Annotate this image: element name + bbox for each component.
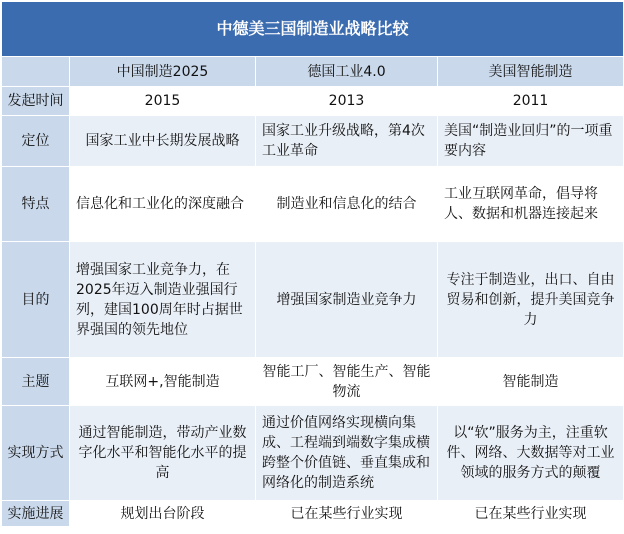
cell-usa-positioning: 美国“制造业回归”的一项重要内容 — [438, 116, 624, 167]
cell-usa-purpose: 专注于制造业，出口、自由贸易和创新，提升美国竞争力 — [438, 242, 624, 358]
cell-usa-progress: 已在某些行业实现 — [438, 501, 624, 527]
row-label-purpose: 目的 — [2, 242, 70, 358]
cell-germany-progress: 已在某些行业实现 — [256, 501, 438, 527]
header-row — [2, 57, 624, 87]
row-label-positioning: 定位 — [2, 116, 70, 167]
cell-germany-start-time: 2013 — [256, 87, 438, 116]
row-label-features: 特点 — [2, 167, 70, 242]
table-row — [2, 358, 624, 406]
row-label-progress: 实施进展 — [2, 501, 70, 527]
table-row — [2, 167, 624, 242]
row-label-start-time: 发起时间 — [2, 87, 70, 116]
header-germany: 德国工业4.0 — [256, 57, 438, 87]
cell-china-positioning: 国家工业中长期发展战略 — [70, 116, 256, 167]
table-row — [2, 87, 624, 116]
cell-china-features: 信息化和工业化的深度融合 — [70, 167, 256, 242]
header-usa: 美国智能制造 — [438, 57, 624, 87]
cell-china-purpose: 增强国家工业竞争力，在2025年迈入制造业强国行列，建国100周年时占据世界强国的领先地位 — [70, 242, 256, 358]
cell-china-implementation: 通过智能制造，带动产业数字化水平和智能化水平的提高 — [70, 406, 256, 501]
cell-china-start-time: 2015 — [70, 87, 256, 116]
comparison-table — [1, 1, 624, 527]
title-row — [2, 2, 624, 57]
cell-germany-theme: 智能工厂、智能生产、智能物流 — [256, 358, 438, 406]
header-china: 中国制造2025 — [70, 57, 256, 87]
table-row — [2, 242, 624, 358]
header-corner-cell — [2, 57, 70, 87]
cell-germany-features: 制造业和信息化的结合 — [256, 167, 438, 242]
row-label-theme: 主题 — [2, 358, 70, 406]
table-row — [2, 406, 624, 501]
cell-china-theme: 互联网+,智能制造 — [70, 358, 256, 406]
cell-usa-implementation: 以“软”服务为主，注重软件、网络、大数据等对工业领域的服务方式的颠覆 — [438, 406, 624, 501]
cell-germany-purpose: 增强国家制造业竞争力 — [256, 242, 438, 358]
cell-usa-features: 工业互联网革命，倡导将人、数据和机器连接起来 — [438, 167, 624, 242]
cell-china-progress: 规划出台阶段 — [70, 501, 256, 527]
cell-germany-implementation: 通过价值网络实现横向集成、工程端到端数字集成横跨整个价值链、垂直集成和网络化的制造系统 — [256, 406, 438, 501]
cell-germany-positioning: 国家工业升级战略，第4次工业革命 — [256, 116, 438, 167]
cell-usa-start-time: 2011 — [438, 87, 624, 116]
table-row — [2, 501, 624, 527]
cell-usa-theme: 智能制造 — [438, 358, 624, 406]
table-title: 中德美三国制造业战略比较 — [2, 2, 624, 57]
table-row — [2, 116, 624, 167]
row-label-implementation: 实现方式 — [2, 406, 70, 501]
